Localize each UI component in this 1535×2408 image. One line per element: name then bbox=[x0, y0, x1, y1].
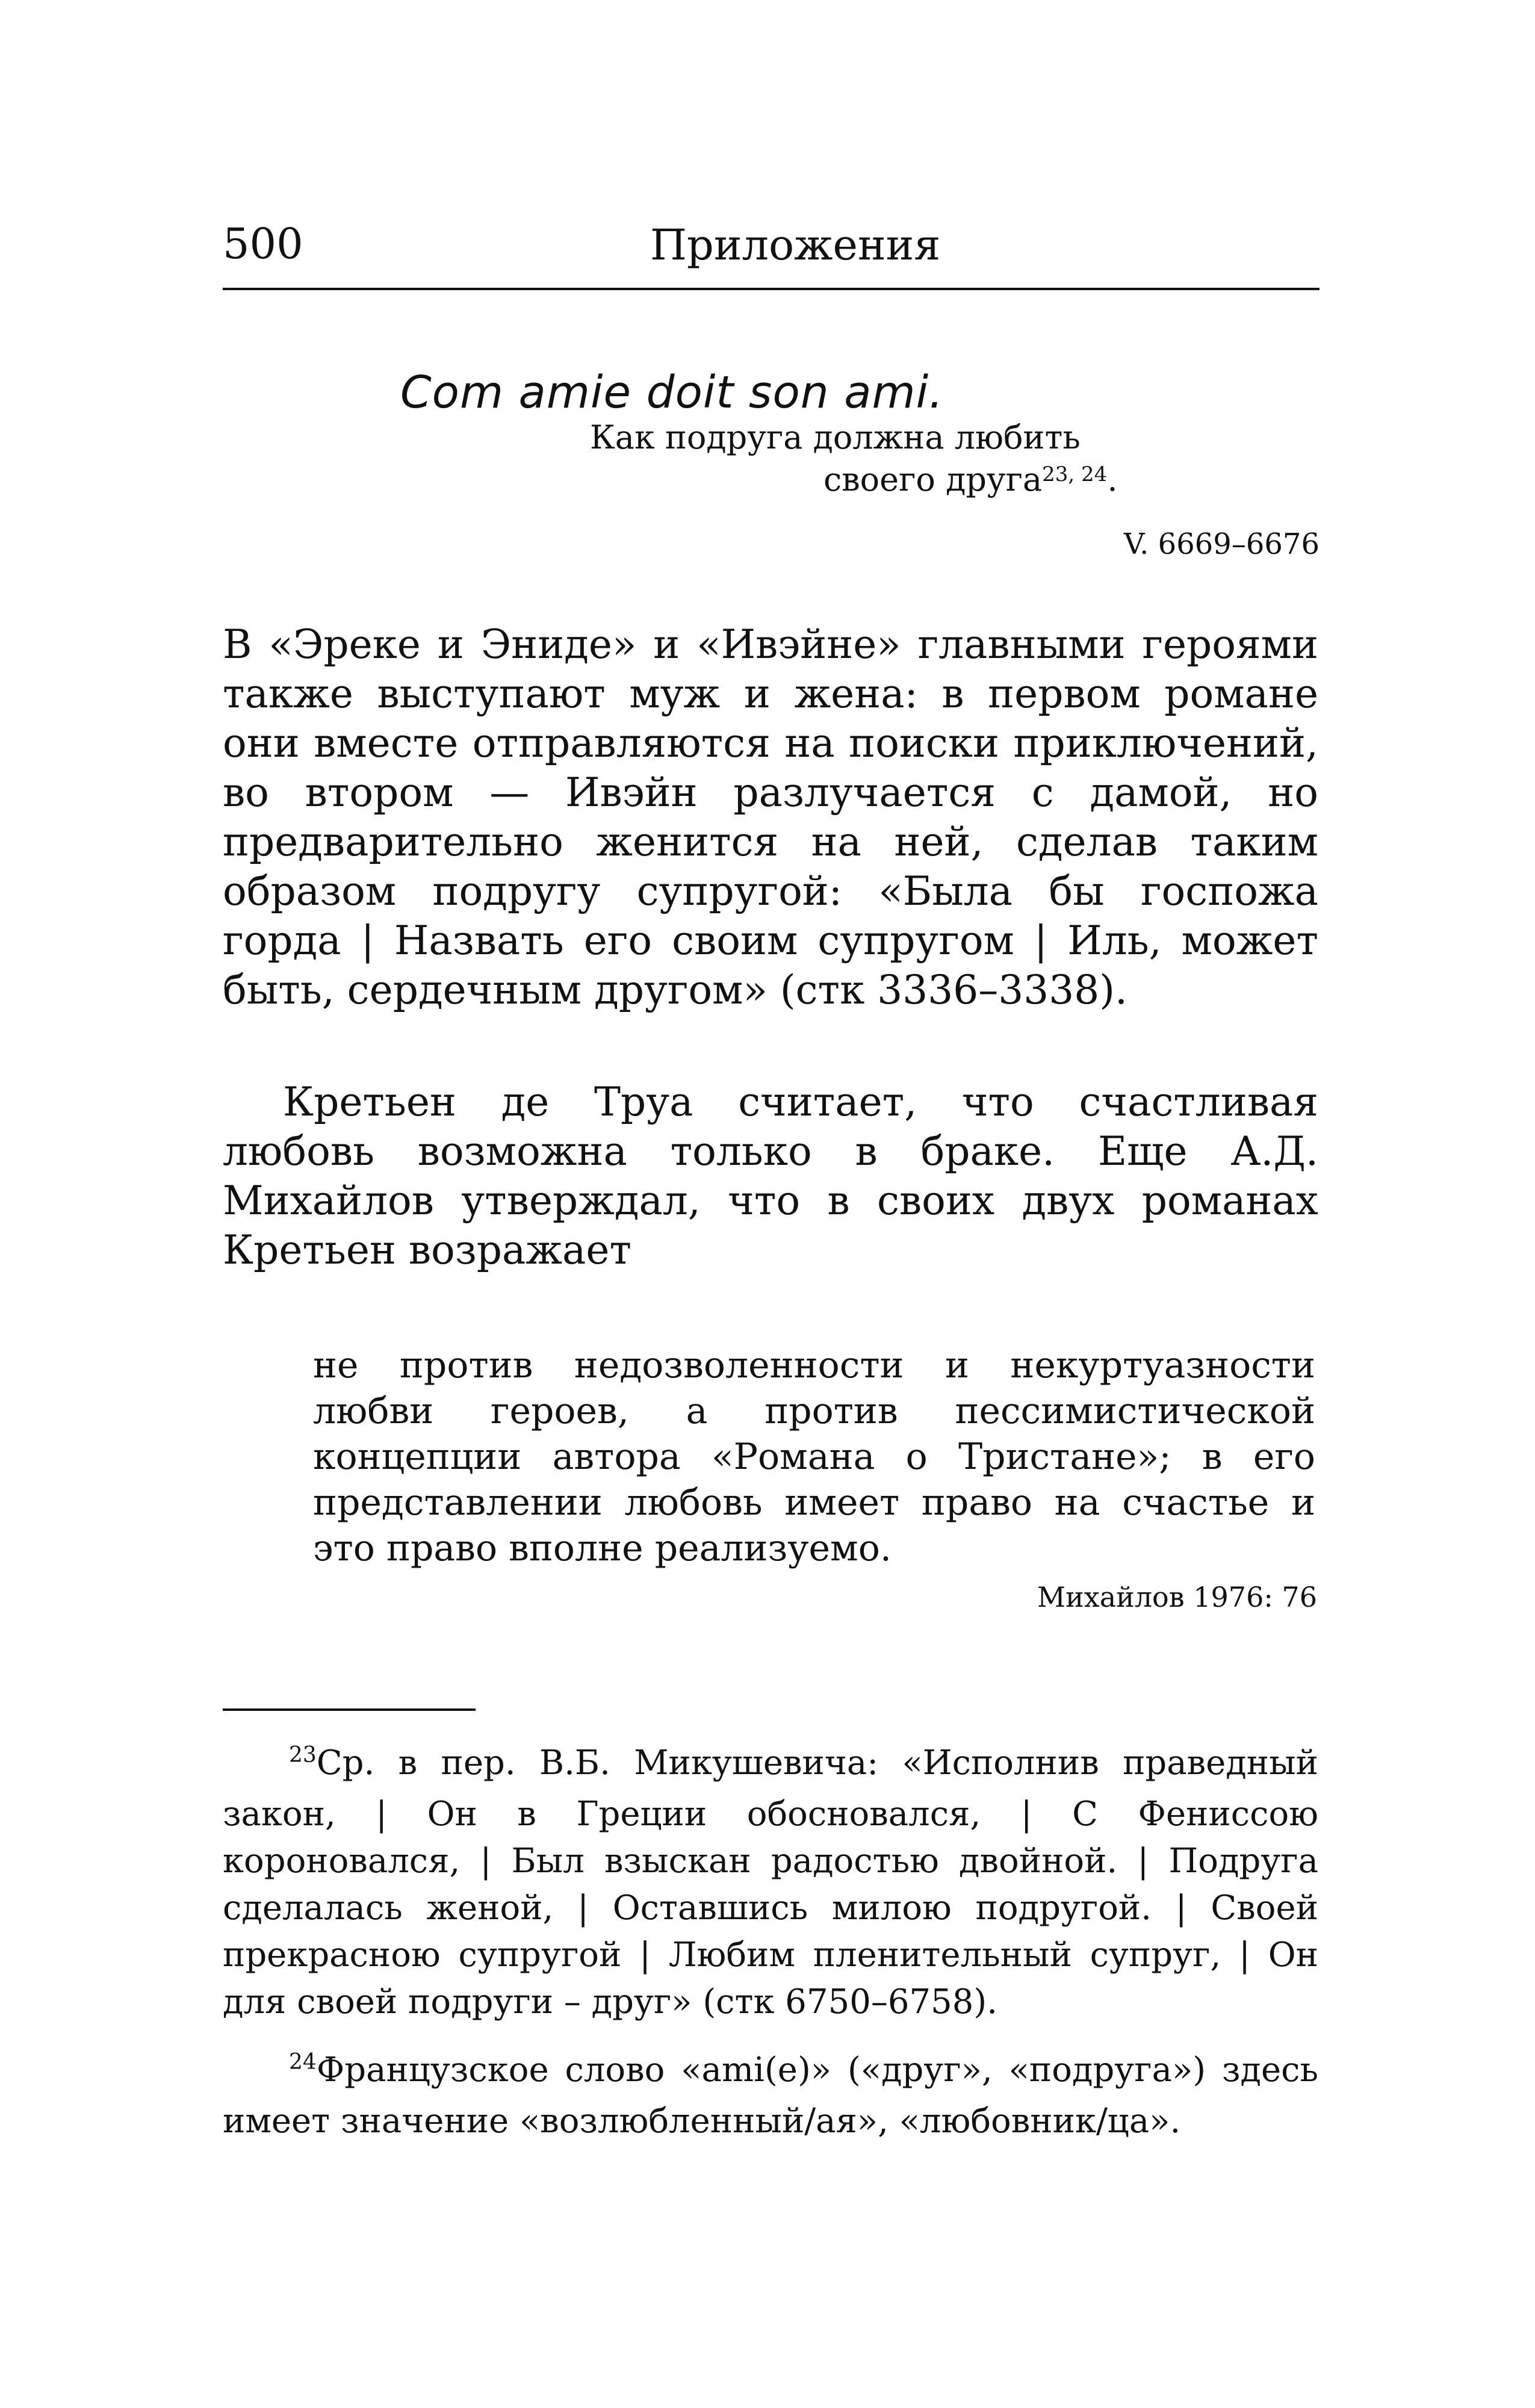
footnote-marks: 23, 24 bbox=[1042, 462, 1108, 486]
footnote-24-text: Французское слово «ami(e)» («друг», «подруга») здесь имеет значение «возлюбленный/ая», «любовник/ца». bbox=[223, 2050, 1318, 2141]
footnote-23-mark: 23 bbox=[289, 1743, 317, 1767]
quote-source: Михайлов 1976: 76 bbox=[1037, 1581, 1317, 1613]
footnote-24-mark: 24 bbox=[289, 2050, 317, 2074]
paragraph-1-text: В «Эреке и Эниде» и «Ивэйне» главными героями также выступают муж и жена: в первом романе они вместе отправляются на поиски приключений, во втором — Ивэйн разлучается с дамой, но предварительно женится на ней, сделав таким образом подругу супругой: «Была бы госпожа горда | Назвать его своим супругом | Иль, может быть, сердечным другом» (стк 3336–3338). bbox=[223, 621, 1318, 1013]
footnote-23-text: Ср. в пер. В.Б. Микушевича: «Исполнив праведный закон, | Он в Греции обосновался, | С Фениссою короновался, | Был взыскан радостью двойной. | Подруга сделалась женой, | Оставшись милою подругой. | Своей прекрасною супругой | Любим пленительный супруг, | Он для своей подруги – друг» (стк 6750–6758). bbox=[223, 1743, 1318, 2022]
paragraph-2-text: Кретьен де Труа считает, что счастливая любовь возможна только в браке. Еще А.Д. Михайлов утверждал, что в своих двух романах Кретьен возражает bbox=[223, 1079, 1318, 1273]
old-french-verse: Com amie doit son ami. bbox=[400, 367, 944, 418]
paragraph-2 bbox=[223, 1078, 1318, 1275]
verse-reference: V. 6669–6676 bbox=[1123, 527, 1319, 561]
header-rule bbox=[223, 288, 1319, 290]
page-number: 500 bbox=[223, 219, 303, 268]
verse-line-end: . bbox=[1107, 461, 1118, 498]
footnote-23 bbox=[223, 1740, 1318, 2026]
paragraph-1 bbox=[223, 620, 1318, 1015]
verse-translation-line-1: Как подруга должна любить bbox=[590, 418, 1081, 456]
running-title: Приложения bbox=[650, 220, 941, 270]
footnote-rule bbox=[223, 1708, 476, 1711]
block-quote: не против недозволенности и некуртуазности любви героев, а против пессимистической концепции автора «Романа о Тристане»; в его представлении любовь имеет право на счастье и это право вполне реализуемо. bbox=[313, 1344, 1315, 1569]
verse-translation-line-2 bbox=[823, 461, 1118, 498]
footnote-24 bbox=[223, 2047, 1318, 2145]
verse-translation-text: своего друга bbox=[823, 461, 1043, 498]
